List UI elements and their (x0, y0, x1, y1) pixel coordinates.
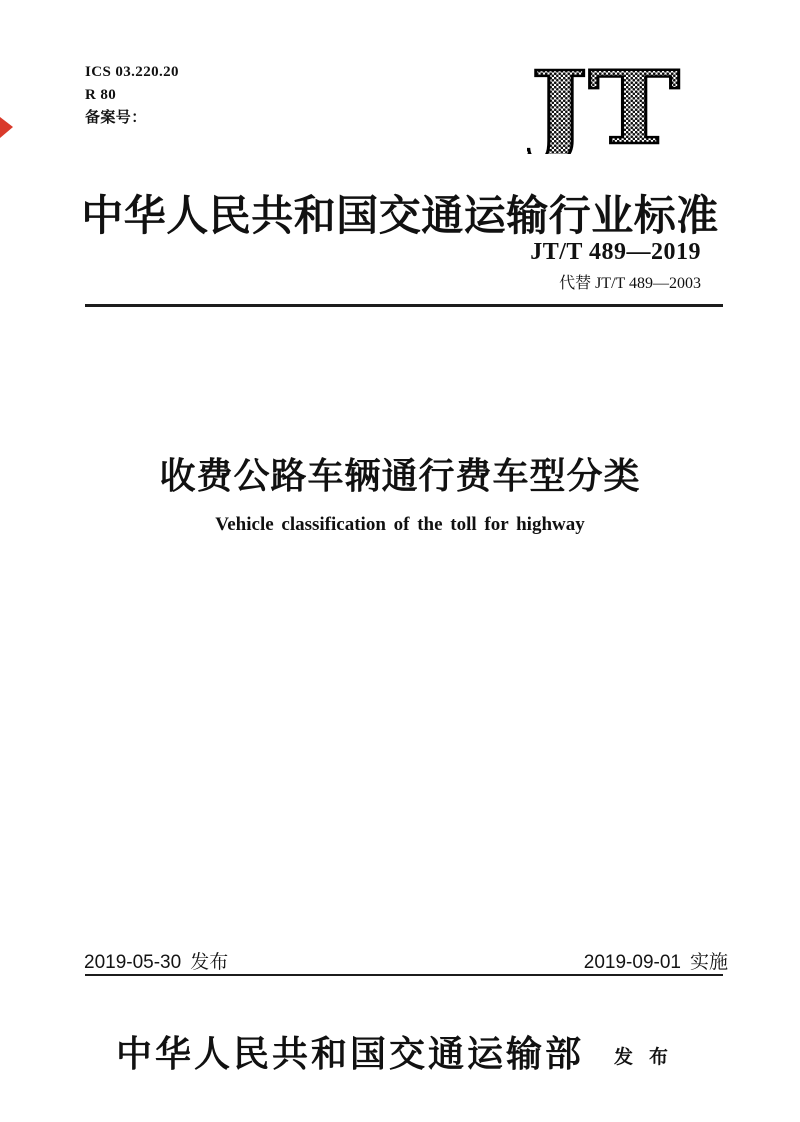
document-title-cn: 收费公路车辆通行费车型分类 (159, 455, 641, 496)
implement-date (584, 947, 728, 974)
standard-number: JT/T 489—2019 (530, 239, 701, 265)
class-code: R 80 (85, 87, 117, 103)
jt-logo-graphic (527, 68, 683, 154)
replaces-note: 代替 JT/T 489—2003 (559, 275, 701, 292)
issue-date-value: 2019-05-30 (84, 952, 182, 973)
publisher-name: 中华人民共和国交通运输部 (115, 1034, 584, 1074)
jt-logo (527, 68, 683, 154)
standard-number-block (530, 239, 701, 293)
implement-date-value: 2019-09-01 (583, 952, 681, 973)
implement-date-label: 实施 (689, 952, 728, 973)
jt-logo-text: JT (527, 68, 680, 154)
publisher-row (0, 1026, 800, 1077)
publish-label: 发布 (614, 1046, 685, 1068)
dates-row (84, 947, 728, 974)
issue-date (84, 947, 228, 974)
red-triangle-marker (0, 117, 13, 138)
document-title-en: Vehicle classification of the toll for highway (215, 514, 585, 535)
ics-block (85, 61, 179, 130)
issue-date-label: 发布 (190, 952, 229, 973)
header-title: 中华人民共和国交通运输行业标准 (81, 194, 719, 240)
record-number-label: 备案号： (85, 110, 147, 126)
ics-code: ICS 03.220.20 (85, 64, 179, 80)
footer-rule (85, 974, 723, 976)
header-rule (85, 304, 723, 307)
